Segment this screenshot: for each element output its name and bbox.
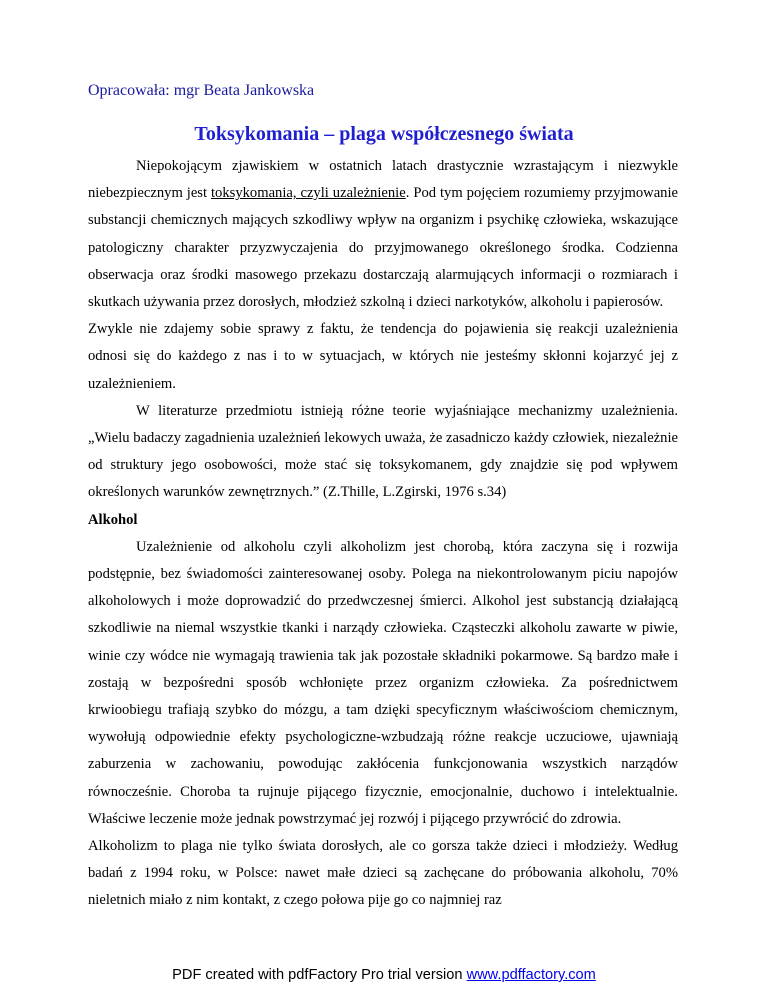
paragraph-3: W literaturze przedmiotu istnieją różne teorie wyjaśniające mechanizmy uzależnienia. „Wielu badaczy zagadnienia uzależnień lekowych uważa, że zasadniczo każdy człowiek, niezależnie od struktury jego osobowości, może stać się toksykomanem, gdy znajdzie się pod wpływem określonych warunków zewnętrznych.” (Z.Thille, L.Zgirski, 1976 s.34) bbox=[88, 402, 678, 501]
intro-text-end: . Pod tym pojęciem rozumiemy przyjmowanie substancji chemicznych mających szkodliwy wpływ na organizm i psychikę człowieka, wskazujące patologiczny charakter przyzwyczajenia do przyjmowanego określonego środka. Codzienna obserwacja oraz środki masowego przekazu dostarczają alarmujących informacji o rozmiarach i skutkach używania przez dorosłych, młodzież szkolną i dzieci narkotyków, alkoholu i papierosów. bbox=[88, 185, 679, 311]
pdf-footer bbox=[0, 967, 768, 983]
pdffactory-link[interactable]: www.pdffactory.com bbox=[466, 967, 596, 983]
paragraph-2: Zwykle nie zdajemy sobie sprawy z faktu, że tendencja do pojawienia się reakcji uzależnienia odnosi się do każdego z nas i to w sytuacjach, w których nie jesteśmy skłonni kojarzyć jej z uzależnieniem. bbox=[88, 321, 678, 392]
intro-text-start: Niepokojącym zjawiskiem w ostatnich latach drastycznie wzrastającym i niezwykle niebezpiecznym jest bbox=[88, 158, 678, 202]
footer-text: PDF created with pdfFactory Pro trial version bbox=[172, 967, 467, 983]
document-body bbox=[88, 153, 678, 915]
toksykomania-term: toksykomania, czyli uzależnienie bbox=[211, 185, 406, 202]
section-heading-alkohol: Alkohol bbox=[88, 511, 138, 528]
paragraph-5: Alkoholizm to plaga nie tylko świata dorosłych, ale co gorsza także dzieci i młodzieży. Według badań z 1994 roku, w Polsce: nawet małe dzieci są zachęcane do próbowania alkoholu, 70% nieletnich miało z nim kontakt, z czego połowa pije go co najmniej raz bbox=[88, 838, 678, 909]
paragraph-alkohol: Uzależnienie od alkoholu czyli alkoholizm jest chorobą, która zaczyna się i rozwija podstępnie, bez świadomości zainteresowanej osoby. Polega na niekontrolowanym piciu napojów alkoholowych i może doprowadzić do przedwczesnej śmierci. Alkohol jest substancją działającą szkodliwie na niemal wszystkie tkanki i narządy człowieka. Cząsteczki alkoholu zawarte w piwie, winie czy wódce nie wymagają trawienia tak jak pozostałe składniki pokarmowe. Są bardzo małe i zostają w bezpośredni sposób wchłonięte przez organizm człowieka. Za pośrednictwem krwioobiegu trafiają szybko do mózgu, a tam dzięki specyficznym właściwościom chemicznym, wywołują odpowiednie efekty psychologiczne-wzbudzają różne reakcje uczuciowe, ujawniają zaburzenia w zachowaniu, powodując zakłócenia funkcjonowania wszystkich narządów równocześnie. Choroba ta rujnuje pijącego fizycznie, emocjonalnie, duchowo i intelektualnie. Właściwe leczenie może jednak powstrzymać jej rozwój i pijącego przywrócić do zdrowia. bbox=[88, 538, 678, 827]
author-line: Opracowała: mgr Beata Jankowska bbox=[88, 82, 315, 99]
document-title: Toksykomania – plaga współczesnego świata bbox=[194, 123, 574, 145]
intro-paragraph bbox=[88, 153, 678, 316]
